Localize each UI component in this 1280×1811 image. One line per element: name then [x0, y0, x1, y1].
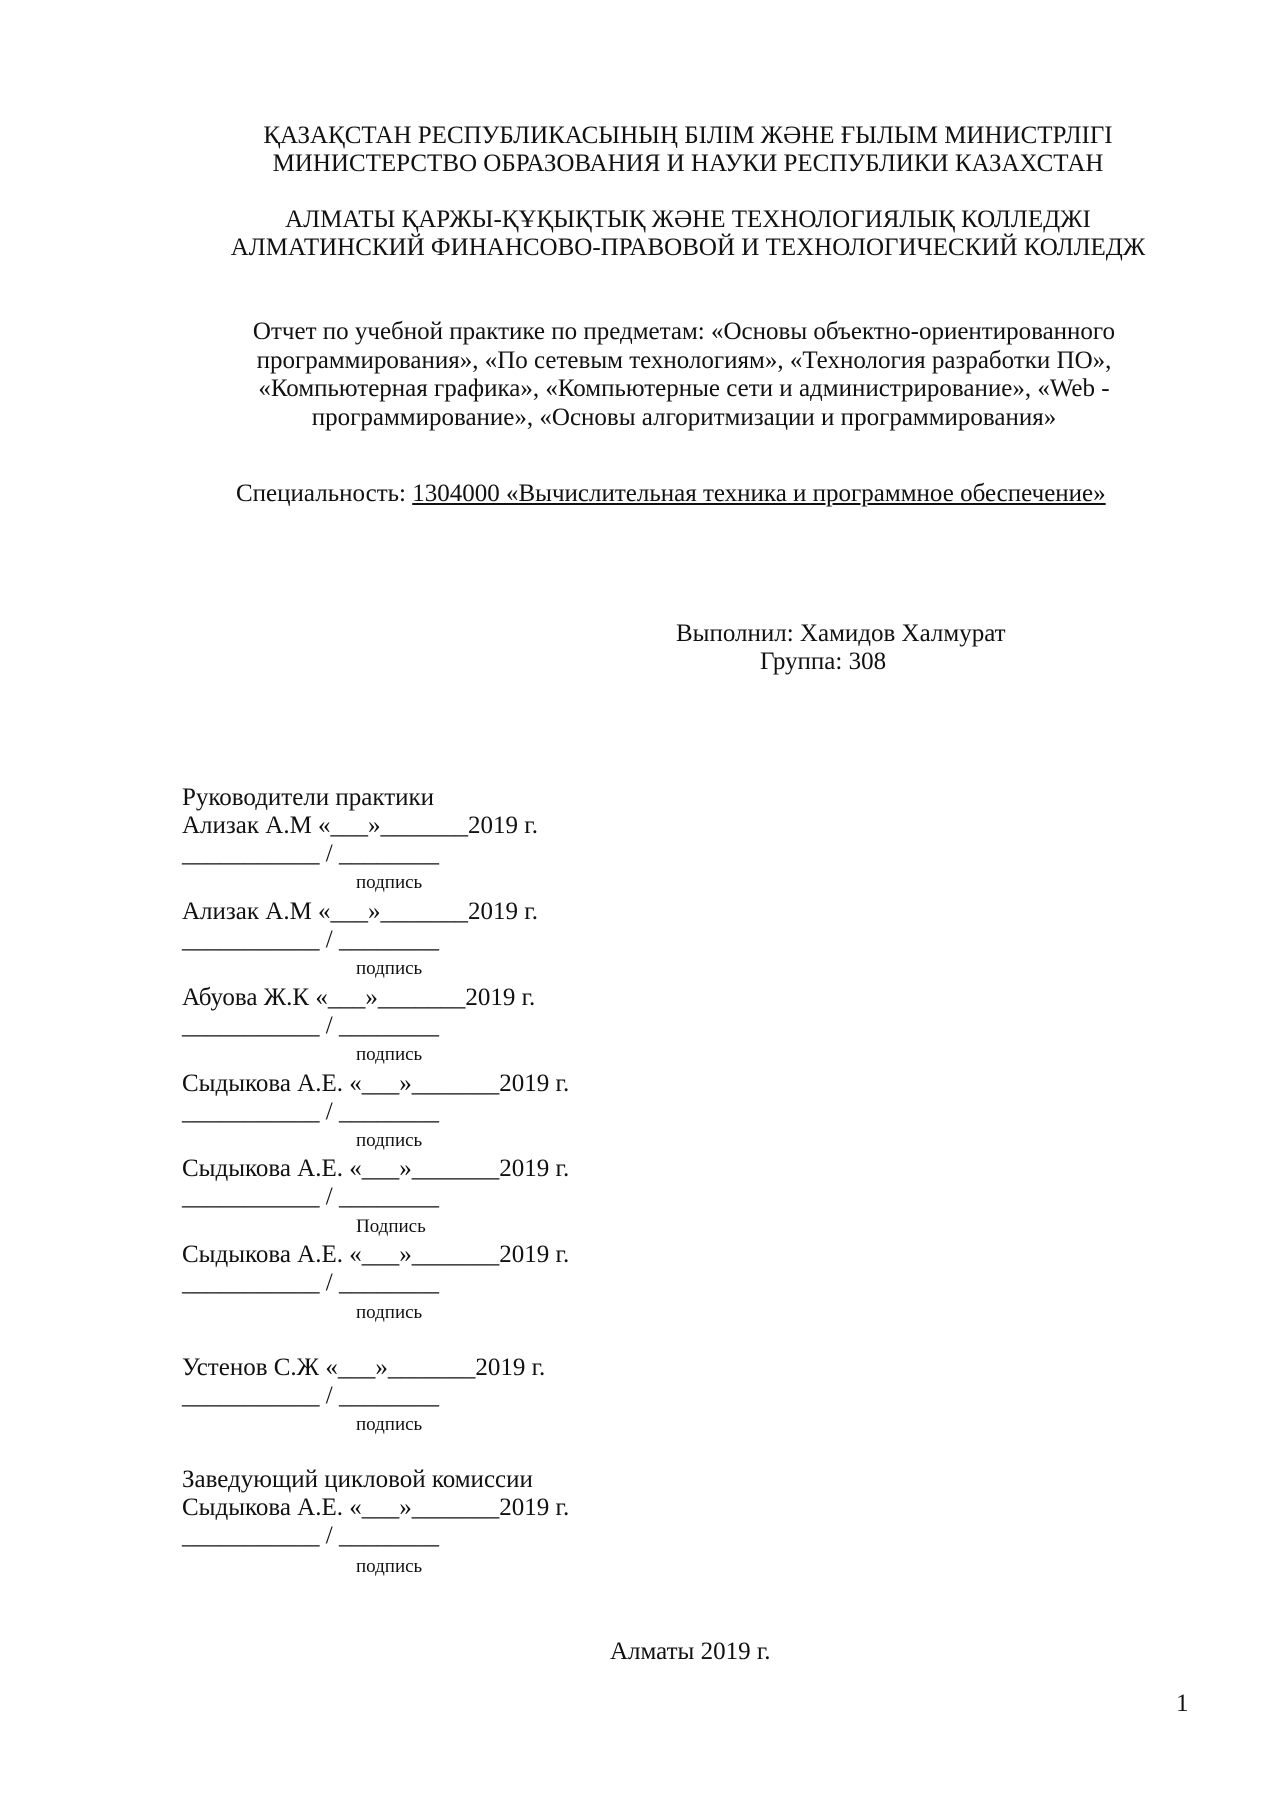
college-ru-title: АЛМАТИНСКИЙ ФИНАНСОВО-ПРАВОВОЙ И ТЕХНОЛОГИЧЕСКИЙ КОЛЛЕДЖ: [230, 234, 1146, 261]
signature-line: ___________ / ________: [182, 1098, 439, 1125]
supervisor-name-date: Сыдыкова А.Е. «___»_______2019 г.: [182, 1241, 570, 1268]
commission-heading: Заведующий цикловой комиссии: [182, 1466, 533, 1493]
signature-line: ___________ / ________: [182, 1012, 439, 1039]
signature-label: подпись: [356, 1414, 423, 1435]
signature-label: подпись: [356, 958, 423, 979]
signature-line: ___________ / ________: [182, 1382, 439, 1409]
student-group: Группа: 308: [760, 648, 887, 675]
signature-line: ___________ / ________: [182, 926, 439, 953]
city-year: Алматы 2019 г.: [610, 1638, 771, 1665]
performed-by: Выполнил: Хамидов Халмурат: [676, 620, 1006, 647]
supervisor-name-date: Сыдыкова А.Е. «___»_______2019 г.: [182, 1155, 570, 1182]
specialty-value: 1304000 «Вычислительная техника и программное обеспечение»: [412, 480, 1106, 507]
college-kz-title: АЛМАТЫ ҚАРЖЫ-ҚҰҚЫҚТЫҚ ЖӘНЕ ТЕХНОЛОГИЯЛЫҚ КОЛЛЕДЖІ: [285, 206, 1091, 233]
specialty-label: Специальность:: [236, 480, 413, 507]
signature-label: подпись: [356, 1044, 423, 1065]
signature-line: ___________ / ________: [182, 1269, 439, 1296]
specialty-line: [236, 480, 1106, 508]
signature-line: ___________ / ________: [182, 1522, 439, 1549]
signature-label: подпись: [356, 1302, 423, 1323]
report-line: Отчет по учебной практике по предметам: «Основы объектно-ориентированного: [252, 318, 1116, 345]
supervisors-heading: Руководители практики: [182, 784, 435, 811]
supervisor-name-date: Сыдыкова А.Е. «___»_______2019 г.: [182, 1070, 570, 1097]
signature-line: ___________ / ________: [182, 840, 439, 867]
commission-name-date: Сыдыкова А.Е. «___»_______2019 г.: [182, 1494, 570, 1521]
supervisor-name-date: Ализак А.М «___»_______2019 г.: [182, 812, 538, 839]
ministry-kz-title: ҚАЗАҚСТАН РЕСПУБЛИКАСЫНЫҢ БІЛІМ ЖӘНЕ ҒЫЛЫМ МИНИСТРЛІГІ: [263, 122, 1113, 149]
signature-label: подпись: [356, 1556, 423, 1577]
signature-label: Подпись: [356, 1216, 426, 1237]
page-number: 1: [1176, 1690, 1189, 1717]
supervisor-name-date: Ализак А.М «___»_______2019 г.: [182, 898, 538, 925]
report-line: программирование», «Основы алгоритмизации и программирования»: [311, 403, 1057, 431]
signature-label: подпись: [356, 872, 423, 893]
signature-line: ___________ / ________: [182, 1183, 439, 1210]
signature-label: подпись: [356, 1130, 423, 1151]
report-line: программирования», «По сетевым технологиям», «Технология разработки ПО»,: [256, 346, 1112, 374]
report-line: «Компьютерная графика», «Компьютерные сети и администрирование», «Web -: [258, 375, 1110, 402]
supervisor-name-date: Абуова Ж.К «___»_______2019 г.: [182, 984, 536, 1011]
supervisor-name-date: Устенов С.Ж «___»_______2019 г.: [182, 1354, 546, 1381]
ministry-ru-title: МИНИСТЕРСТВО ОБРАЗОВАНИЯ И НАУКИ РЕСПУБЛИКИ КАЗАХСТАН: [272, 150, 1104, 177]
report-description: [180, 318, 1188, 432]
